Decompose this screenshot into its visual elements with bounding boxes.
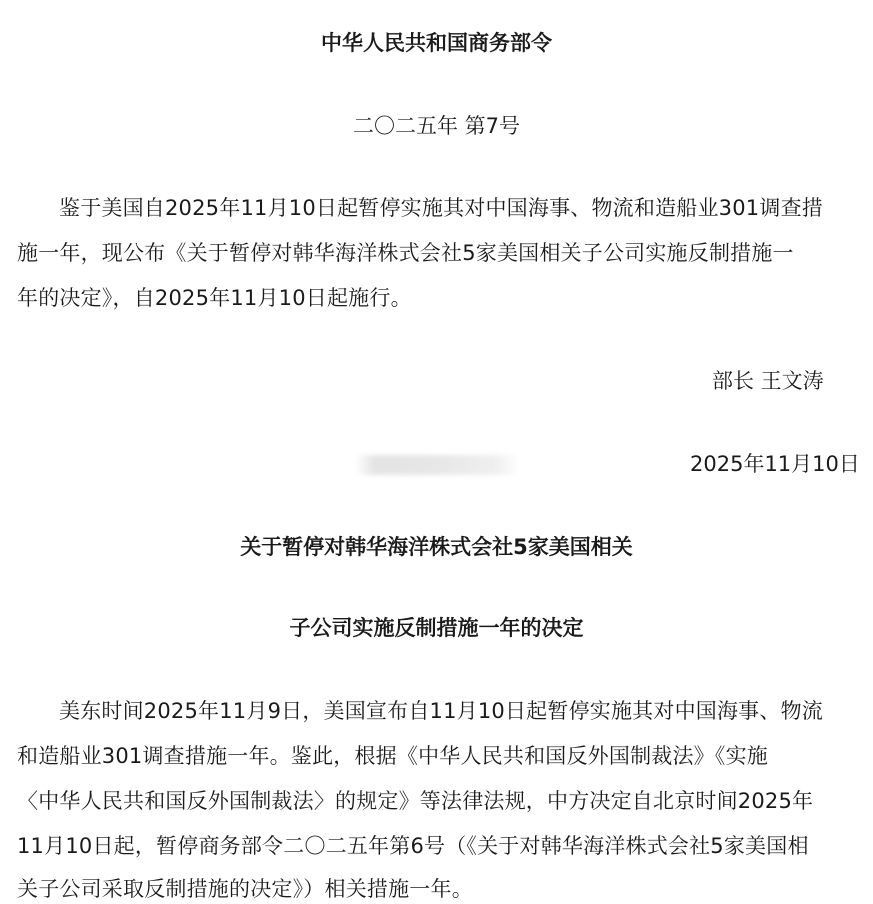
order-paragraph-line: 鉴于美国自2025年11月10日起暂停实施其对中国海事、物流和造船业301调查措 [59, 196, 823, 220]
order-paragraph-line: 年的决定》，自2025年11月10日起施行。 [17, 286, 412, 310]
order-date: 2025年11月10日 [690, 452, 860, 476]
decision-title-line2: 子公司实施反制措施一年的决定 [289, 616, 584, 640]
decision-title-line1: 关于暂停对韩华海洋株式会社5家美国相关 [240, 535, 633, 559]
decision-paragraph-line: 关子公司采取反制措施的决定》）相关措施一年。 [17, 877, 473, 901]
decision-paragraph-line: 美东时间2025年11月9日，美国宣布自11月10日起暂停实施其对中国海事、物流 [59, 699, 823, 723]
order-title: 中华人民共和国商务部令 [321, 31, 552, 55]
watermark [355, 455, 520, 475]
decision-paragraph-line: 和造船业301调查措施一年。鉴此，根据《中华人民共和国反外国制裁法》《实施 [17, 744, 768, 768]
order-number: 二〇二五年 第7号 [352, 114, 521, 138]
signature: 部长 王文涛 [712, 369, 824, 393]
decision-paragraph-line: 〈中华人民共和国反外国制裁法〉的规定》等法律法规，中方决定自北京时间2025年 [17, 789, 814, 813]
order-paragraph-line: 施一年，现公布《关于暂停对韩华海洋株式会社5家美国相关子公司实施反制措施一 [17, 241, 794, 265]
decision-paragraph-line: 11月10日起，暂停商务部令二〇二五年第6号（《关于对韩华海洋株式会社5家美国相 [17, 834, 809, 858]
